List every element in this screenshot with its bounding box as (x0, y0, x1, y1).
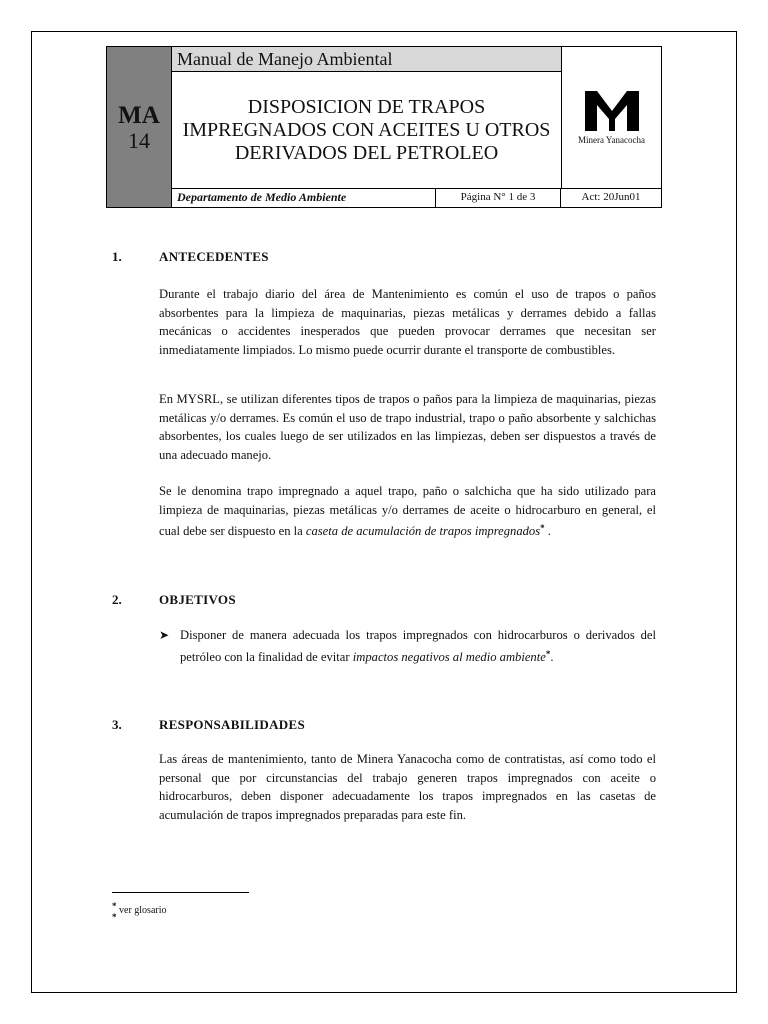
section-3-paragraph-1: Las áreas de mantenimiento, tanto de Minera Yanacocha como de contratistas, así como todo el personal que por circunstancias del trabajo generen trapos impregnados con aceite o hidrocarburos, deben disponer adecuadamente los trapos impregnados en las casetas de acumulación de trapos impregnados preparadas para este fin. (159, 752, 656, 822)
section-1-number: 1. (112, 249, 122, 264)
section-3-title: RESPONSABILIDADES (159, 717, 305, 732)
glossary-mark: * (540, 523, 545, 534)
section-1-paragraph-3 (159, 482, 656, 541)
footnote-text: ver glosario (116, 905, 167, 916)
paragraph-text-end: . (544, 524, 551, 539)
section-1-title: ANTECEDENTES (159, 249, 269, 264)
logo-caption: Minera Yanacocha (578, 135, 645, 145)
document-title: DISPOSICION DE TRAPOS IMPREGNADOS CON ACEITES U OTROS DERIVADOS DEL PETROLEO (182, 95, 551, 164)
yanacocha-logo-icon (583, 89, 641, 133)
paragraph-text: Se le denomina trapo impregnado a aquel trapo, paño o salchicha que ha sido utilizado para limpieza de maquinarias, piezas metálicas y/o derrames de aceite o hidrocarburo en general, el cual debe ser dispuesto en la (159, 484, 656, 539)
footnote-mark: * (112, 912, 117, 922)
header-footer-row (172, 188, 661, 207)
section-2-number: 2. (112, 592, 122, 607)
footnote-separator (112, 892, 249, 893)
company-logo-cell (561, 47, 661, 188)
objective-text-end: . (550, 649, 554, 664)
glossary-term: impactos negativos al medio ambiente (352, 649, 546, 664)
glossary-mark: * (545, 648, 551, 659)
arrow-bullet-icon: ➤ (159, 628, 170, 642)
section-2-title: OBJETIVOS (159, 592, 236, 607)
page-info: Página N° 1 de 3 (436, 189, 561, 207)
objective-item (180, 626, 656, 666)
department-label: Departamento de Medio Ambiente (172, 189, 436, 207)
document-header (106, 46, 662, 208)
footnote-2 (112, 911, 117, 928)
section-1-paragraph-1: Durante el trabajo diario del área de Mantenimiento es común el uso de trapos o paños absorbentes para la limpieza de maquinarias, piezas metálicas y derrames debido a fallas mecánicas o accidentes inesperados que pueden provocar derrames que necesitan ser inmediatamente limpiados. Lo mismo puede ocurrir durante el transporte de combustibles. (159, 287, 656, 357)
section-1-paragraph-2: En MYSRL, se utilizan diferentes tipos de trapos o paños para la limpieza de maquinarias, piezas metálicas y/o derrames. Es común el uso de trapo industrial, trapo o paño absorbente y salchichas absorbentes, los cuales luego de ser utilizados en las limpiezas, deben ser dispuestos a través de una adecuado manejo. (159, 392, 656, 462)
glossary-term: caseta de acumulación de trapos impregnados (305, 524, 541, 539)
footnote-mark: * (112, 901, 117, 911)
footnote-1 (112, 900, 167, 917)
section-3-number: 3. (112, 717, 122, 732)
manual-title: Manual de Manejo Ambiental (172, 47, 561, 72)
document-code-number: 14 (128, 127, 150, 153)
document-code: MA (118, 101, 160, 129)
document-code-cell (107, 47, 172, 207)
update-date: Act: 20Jun01 (581, 191, 641, 203)
objective-text: Disponer de manera adecuada los trapos impregnados con hidrocarburos o derivados del petróleo con la finalidad de evitar (180, 628, 656, 664)
